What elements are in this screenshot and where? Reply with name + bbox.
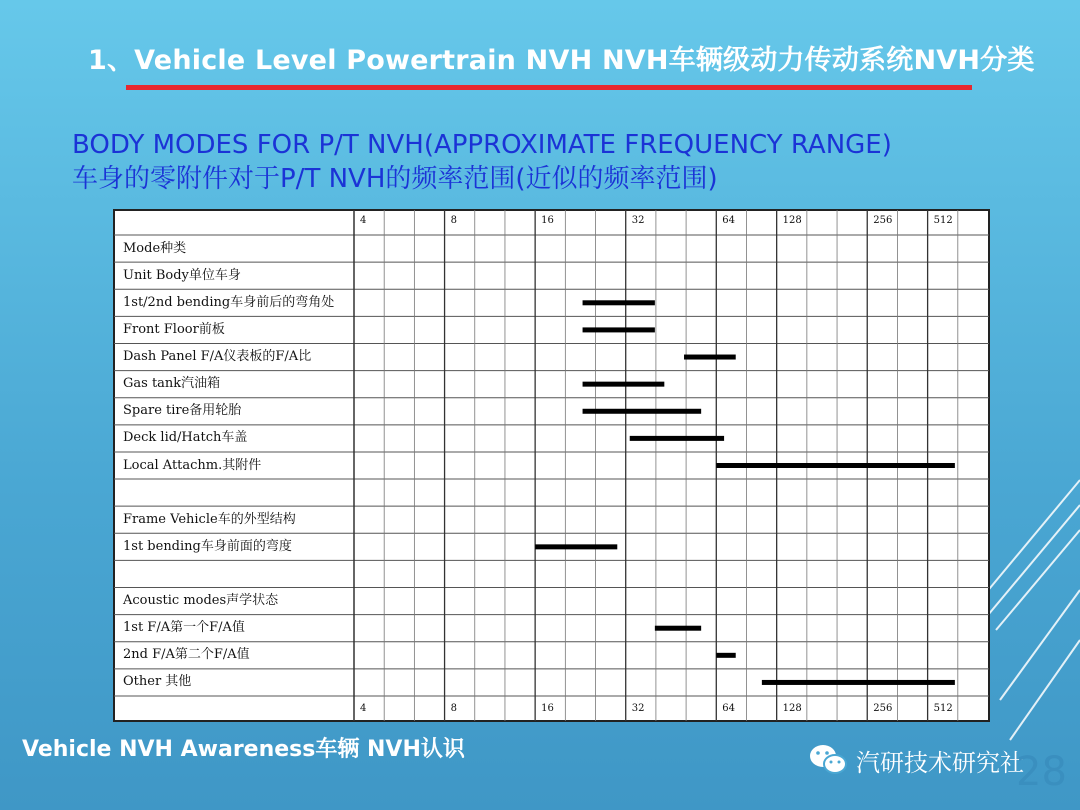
row-label: 1st bending车身前面的弯度 [123, 538, 292, 554]
tick-label-bottom: 256 [873, 703, 893, 714]
title-underline [126, 85, 972, 90]
frequency-range-bar [655, 626, 701, 631]
row-label: Unit Body单位车身 [123, 267, 241, 283]
slide-subtitle [72, 128, 1062, 196]
subtitle-line-2: 车身的零附件对于P/T NVH的频率范围(近似的频率范围) [72, 164, 718, 194]
row-label: Spare tire备用轮胎 [123, 403, 242, 419]
row-label: Dash Panel F/A仪表板的F/A比 [123, 349, 312, 365]
tick-label-top: 256 [873, 215, 893, 226]
frequency-range-bar [583, 382, 665, 387]
tick-label-top: 512 [933, 215, 953, 226]
subtitle-line-1: BODY MODES FOR P/T NVH(APPROXIMATE FREQUENCY RANGE) [72, 130, 892, 160]
row-label: Other 其他 [123, 674, 192, 690]
wechat-icon [808, 742, 848, 778]
wechat-account-name: 汽研技术研究社 [856, 748, 1024, 777]
tick-label-bottom: 8 [450, 703, 457, 714]
tick-label-bottom: 16 [541, 703, 554, 714]
tick-label-bottom: 4 [360, 703, 367, 714]
frequency-range-bar [762, 680, 955, 685]
frequency-range-table [113, 209, 990, 722]
row-label: Front Floor前板 [123, 321, 225, 337]
row-label: Gas tank汽油箱 [123, 376, 221, 392]
frequency-range-bar [583, 300, 655, 305]
row-label: Acoustic modes声学状态 [123, 593, 279, 609]
row-label: 1st/2nd bending车身前后的弯角处 [123, 294, 335, 310]
tick-label-top: 128 [782, 215, 802, 226]
row-label: Frame Vehicle车的外型结构 [123, 511, 296, 527]
tick-label-top: 16 [541, 215, 554, 226]
row-label: Deck lid/Hatch车盖 [123, 430, 248, 446]
frequency-range-bar [716, 463, 955, 468]
frequency-range-bar [583, 409, 702, 414]
page-number: 28 [1016, 749, 1067, 795]
slide-title: 1、Vehicle Level Powertrain NVH NVH车辆级动力传动系统NVH分类 [88, 45, 1035, 76]
frequency-range-bar [630, 436, 724, 441]
tick-label-bottom: 512 [933, 703, 953, 714]
row-label: 2nd F/A第二个F/A值 [123, 647, 250, 663]
tick-label-bottom: 128 [782, 703, 802, 714]
frequency-range-bar [684, 355, 736, 360]
tick-label-bottom: 32 [631, 703, 645, 714]
frequency-range-bar [535, 544, 617, 549]
row-label: Local Attachm.其附件 [123, 457, 262, 473]
frequency-range-bar [583, 327, 655, 332]
row-label: 1st F/A第一个F/A值 [123, 620, 245, 636]
row-label: Mode种类 [123, 240, 187, 256]
tick-label-top: 4 [360, 215, 367, 226]
wechat-badge [808, 742, 1024, 778]
frequency-range-bar [716, 653, 735, 658]
tick-label-top: 32 [631, 215, 645, 226]
tick-label-top: 64 [722, 215, 736, 226]
footer-text: Vehicle NVH Awareness车辆 NVH认识 [22, 737, 465, 762]
tick-label-bottom: 64 [722, 703, 736, 714]
tick-label-top: 8 [450, 215, 457, 226]
